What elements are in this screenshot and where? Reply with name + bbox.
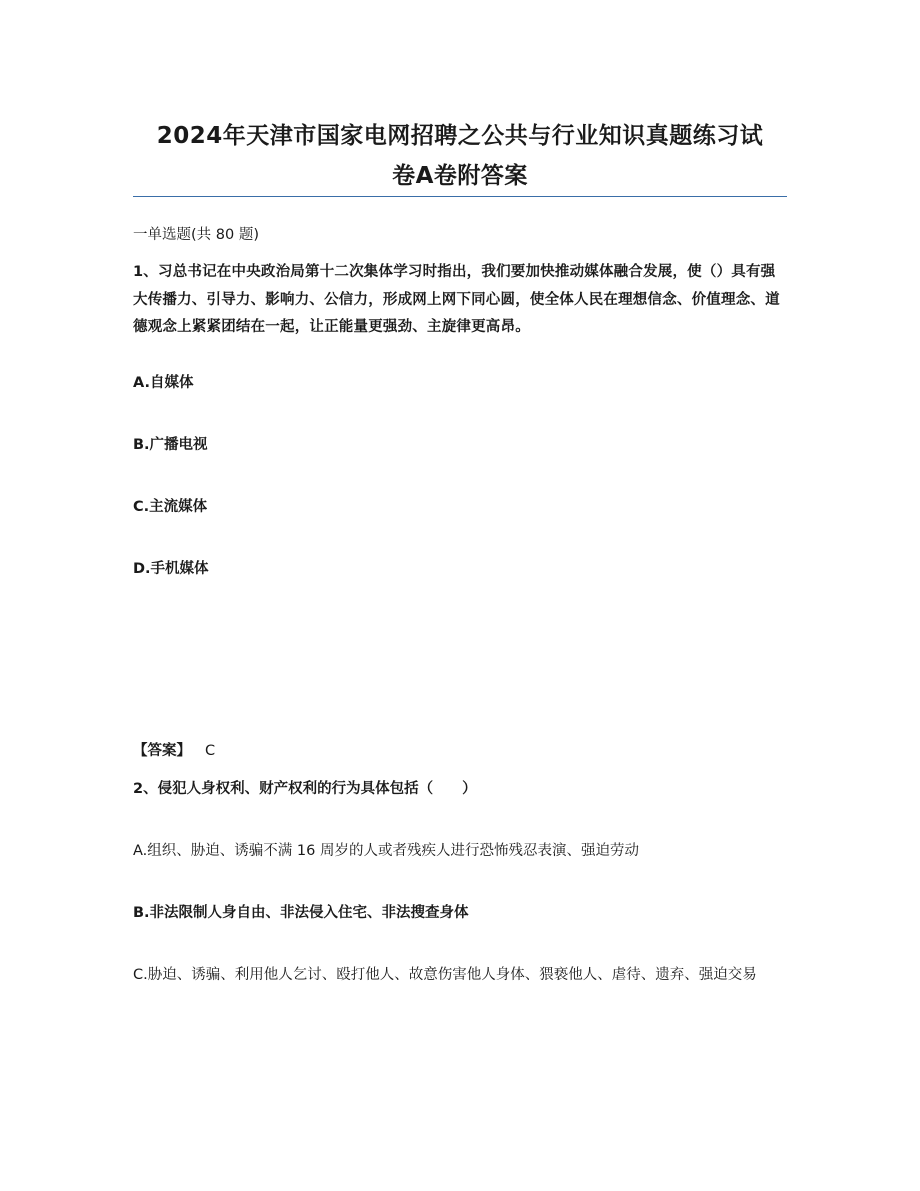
section-header: 一单选题(共 80 题) [133, 227, 259, 243]
question-2-stem: 2、侵犯人身权利、财产权利的行为具体包括（ ） [133, 781, 477, 797]
question-1-stem: 1、习总书记在中央政治局第十二次集体学习时指出，我们要加快推动媒体融合发展，使（）具有强大传播力、引导力、影响力、公信力，形成网上网下同心圆，使全体人民在理想信念、价值理念、道德观念上紧紧团结在一起，让正能量更强劲、主旋律更高昂。 [133, 264, 780, 335]
question-1-answer [133, 738, 787, 764]
document-title-line-1: 2024年天津市国家电网招聘之公共与行业知识真题练习试 [156, 123, 764, 149]
answer-label: 【答案】 [133, 743, 191, 759]
question-2-option-c: C.胁迫、诱骗、利用他人乞讨、殴打他人、故意伤害他人身体、猥亵他人、虐待、遗弃、强迫交易 [133, 967, 757, 983]
question-1-option-d: D.手机媒体 [133, 561, 209, 577]
question-1-option-b: B.广播电视 [133, 437, 208, 453]
question-1-option-a: A.自媒体 [133, 375, 194, 391]
question-2-option-b: B.非法限制人身自由、非法侵入住宅、非法搜查身体 [133, 905, 469, 921]
answer-value: C [205, 743, 216, 759]
question-1-option-c: C.主流媒体 [133, 499, 208, 515]
title-divider [133, 196, 787, 197]
document-title-line-2: 卷A卷附答案 [392, 163, 528, 189]
question-2-option-a: A.组织、胁迫、诱骗不满 16 周岁的人或者残疾人进行恐怖残忍表演、强迫劳动 [133, 843, 639, 859]
